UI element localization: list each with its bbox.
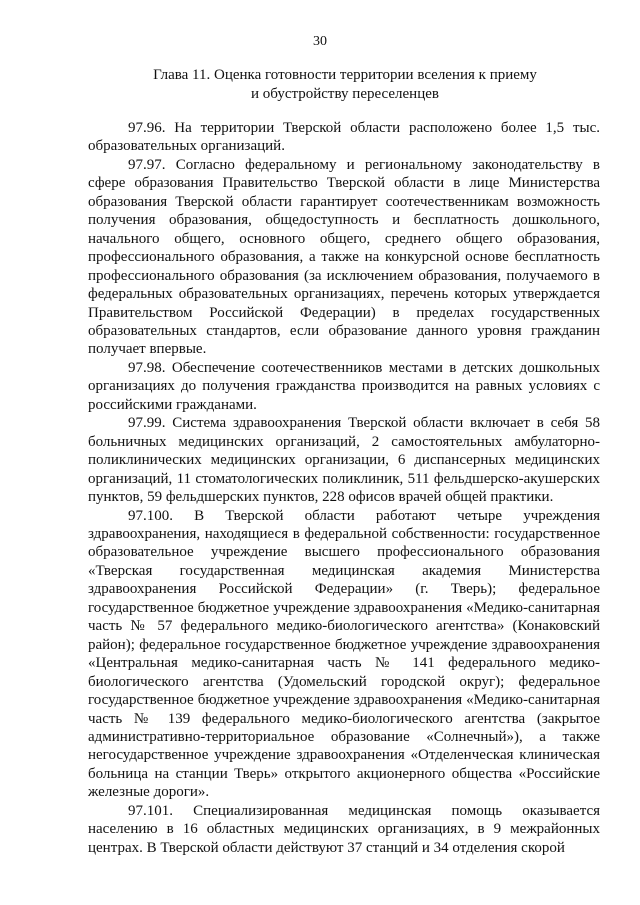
paragraph-97-101: 97.101. Специализированная медицинская помощь оказывается населению в 16 областных медицинских организациях, в 9 межрайонных центрах. В Тверской области действуют 37 станций и 34 отделения скорой	[88, 802, 600, 856]
paragraph-97-100: 97.100. В Тверской области работают четыре учреждения здравоохранения, находящиеся в федеральной собственности: государственное образовательное учреждение высшего профессионального образования «Тверская государственная медицинская академия Министерства здравоохранения Российской Федерации» (г. Тверь); федеральное государственное бюджетное учреждение здравоохранения «Медико-санитарная часть № 57 федерального медико-биологического агентства» (Конаковский район); федеральное государственное бюджетное учреждение здравоохранения «Центральная медико-санитарная часть № 141 федерального медико-биологического агентства (Удомельский городской округ); федеральное государственное бюджетное учреждение здравоохранения «Медико-санитарная часть № 139 федерального медико-биологического агентства (закрытое административно-территориальное образование «Солнечный»), а также негосударственное учреждение здравоохранения «Отделенческая клиническая больница на станции Тверь» открытого акционерного общества «Российские железные дороги».	[88, 507, 600, 801]
chapter-title	[90, 66, 600, 104]
page-number: 30	[313, 34, 327, 49]
chapter-title-line-1: Глава 11. Оценка готовности территории вселения к приему	[153, 67, 537, 83]
body-text	[88, 119, 600, 857]
paragraph-97-97: 97.97. Согласно федеральному и региональному законодательству в сфере образования Правительство Тверской области в лице Министерства образования Тверской области гарантирует соотечественникам возможность получения образования, общедоступность и бесплатность дошкольного, начального общего, основного общего, среднего общего образования, профессионального образования, а также на конкурсной основе бесплатность профессионального образования (за исключением образования, получаемого в федеральных образовательных организациях, перечень которых утверждается Правительством Российской Федерации) в пределах государственных образовательных стандартов, если образование данного уровня гражданин получает впервые.	[88, 156, 600, 358]
paragraph-97-99: 97.99. Система здравоохранения Тверской области включает в себя 58 больничных медицинских организаций, 2 самостоятельных амбулаторно-поликлинических медицинских организации, 6 диспансерных медицинских организаций, 11 стоматологических поликлиник, 511 фельдшерско-акушерских пунктов, 59 фельдшерских пунктов, 228 офисов врачей общей практики.	[88, 415, 600, 506]
chapter-title-line-2: и обустройству переселенцев	[251, 86, 439, 102]
paragraph-97-98: 97.98. Обеспечение соотечественников местами в детских дошкольных организациях до получения гражданства производится на равных условиях с российскими гражданами.	[88, 359, 600, 413]
paragraph-97-96: 97.96. На территории Тверской области расположено более 1,5 тыс. образовательных организаций.	[88, 120, 600, 155]
